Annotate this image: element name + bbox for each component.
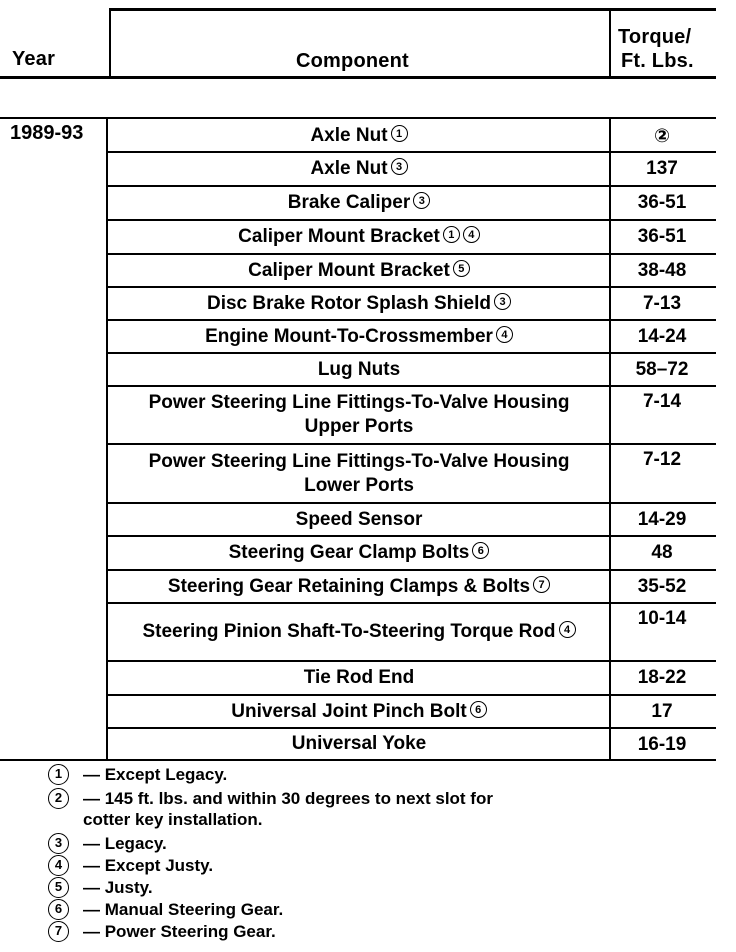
component-header: Component	[296, 50, 409, 72]
year-range: 1989-93	[10, 122, 84, 144]
footnote-ref-icon: 6	[472, 542, 489, 559]
component-cell	[110, 187, 608, 219]
footnote-item	[48, 833, 528, 854]
footnote-ref-icon: 7	[533, 576, 550, 593]
footnote-mark-icon: 7	[48, 921, 69, 942]
footnote-text: — 145 ft. lbs. and within 30 degrees to next slot for cotter key installation.	[83, 789, 493, 829]
torque-value: 7-12	[642, 449, 682, 470]
footnote-ref-icon: 5	[453, 260, 470, 277]
header-bottom-rule	[0, 76, 716, 79]
component-name: Lug Nuts	[317, 358, 401, 380]
footnote-ref-icon: 4	[559, 621, 576, 638]
footnote-mark-icon: 5	[48, 877, 69, 898]
torque-value: 58–72	[635, 359, 689, 380]
footnote-item	[48, 764, 528, 785]
component-cell	[110, 255, 608, 286]
torque-value: 36-51	[637, 226, 687, 247]
component-name: Power Steering Line Fittings-To-Valve Housing Upper Ports	[148, 392, 570, 437]
component-cell	[110, 504, 608, 535]
component-name: Tie Rod End	[303, 667, 415, 688]
torque-header-line1: Torque/	[618, 26, 692, 48]
footnote-item	[48, 788, 528, 830]
component-name: Axle Nut 3	[310, 157, 407, 181]
torque-value: 36-51	[637, 192, 687, 213]
component-cell	[110, 387, 608, 443]
footnote-ref-icon: 4	[463, 226, 480, 243]
torque-value: 38-48	[637, 260, 687, 281]
torque-value: 137	[646, 158, 678, 179]
footnote-item	[48, 855, 528, 876]
component-cell	[110, 221, 608, 253]
footnote-ref-icon: 3	[494, 293, 511, 310]
component-name: Universal Yoke	[291, 733, 427, 754]
top-rule	[110, 8, 716, 11]
component-name: Steering Pinion Shaft-To-Steering Torque Rod 4	[142, 620, 575, 644]
torque-value: 16-19	[637, 734, 687, 755]
component-cell	[110, 354, 608, 385]
torque-value: 10-14	[637, 608, 687, 629]
footnote-mark-icon: 1	[48, 764, 69, 785]
footnote-item	[48, 921, 528, 942]
component-cell	[110, 571, 608, 602]
footnote-mark-icon: 4	[48, 855, 69, 876]
footnote-item	[48, 877, 528, 898]
year-header: Year	[12, 48, 56, 70]
component-cell	[110, 153, 608, 185]
component-cell	[110, 537, 608, 569]
component-cell	[110, 729, 608, 759]
component-cell	[110, 696, 608, 727]
torque-value: 14-29	[637, 509, 687, 530]
footnote-text: — Manual Steering Gear.	[83, 900, 284, 919]
header-divider-right	[609, 8, 611, 76]
footnote-ref-icon: 1	[443, 226, 460, 243]
component-name: Universal Joint Pinch Bolt 6	[231, 700, 486, 724]
footnote-mark-icon: 6	[48, 899, 69, 920]
component-name: Caliper Mount Bracket 5	[248, 259, 470, 283]
footnote-ref-icon: 4	[496, 326, 513, 343]
component-name: Steering Gear Retaining Clamps & Bolts 7	[168, 575, 550, 599]
footnote-text: — Justy.	[83, 878, 153, 897]
header-divider-left	[109, 8, 111, 76]
component-name: Disc Brake Rotor Splash Shield 3	[207, 292, 511, 316]
torque-value: 14-24	[637, 326, 687, 347]
component-cell	[110, 120, 608, 151]
footnote-mark-icon: 2	[48, 788, 69, 809]
torque-value: ②	[653, 126, 671, 147]
body-left-divider	[106, 117, 108, 760]
component-name: Speed Sensor	[295, 508, 423, 530]
component-cell	[110, 662, 608, 694]
component-cell	[110, 604, 608, 660]
body-bottom-rule	[0, 759, 716, 761]
torque-value: 35-52	[637, 576, 687, 597]
component-name: Steering Gear Clamp Bolts 6	[229, 541, 490, 565]
component-name: Axle Nut 1	[310, 124, 407, 148]
footnote-ref-icon: 6	[470, 701, 487, 718]
footnote-text: — Except Justy.	[83, 856, 214, 875]
component-name: Brake Caliper 3	[288, 191, 431, 215]
component-cell	[110, 288, 608, 319]
component-name: Caliper Mount Bracket 1 4	[238, 225, 480, 249]
component-name: Power Steering Line Fittings-To-Valve Housing Lower Ports	[148, 450, 570, 496]
component-cell	[110, 321, 608, 352]
footnote-text: — Legacy.	[83, 834, 167, 853]
torque-value: 18-22	[637, 667, 687, 688]
footnote-item	[48, 899, 528, 920]
footnote-ref-icon: 3	[413, 192, 430, 209]
component-cell	[110, 445, 608, 502]
torque-value: 48	[651, 542, 673, 563]
footnote-ref-icon: 1	[391, 125, 408, 142]
component-name: Engine Mount-To-Crossmember 4	[205, 325, 513, 349]
torque-header-line2: Ft. Lbs.	[621, 50, 694, 72]
torque-value: 7-14	[642, 391, 682, 412]
torque-value: 17	[651, 701, 673, 722]
footnote-ref-icon: 3	[391, 158, 408, 175]
torque-value: 7-13	[642, 293, 682, 314]
footnote-mark-icon: 3	[48, 833, 69, 854]
footnote-text: — Except Legacy.	[83, 765, 228, 784]
footnote-text: — Power Steering Gear.	[83, 922, 276, 941]
